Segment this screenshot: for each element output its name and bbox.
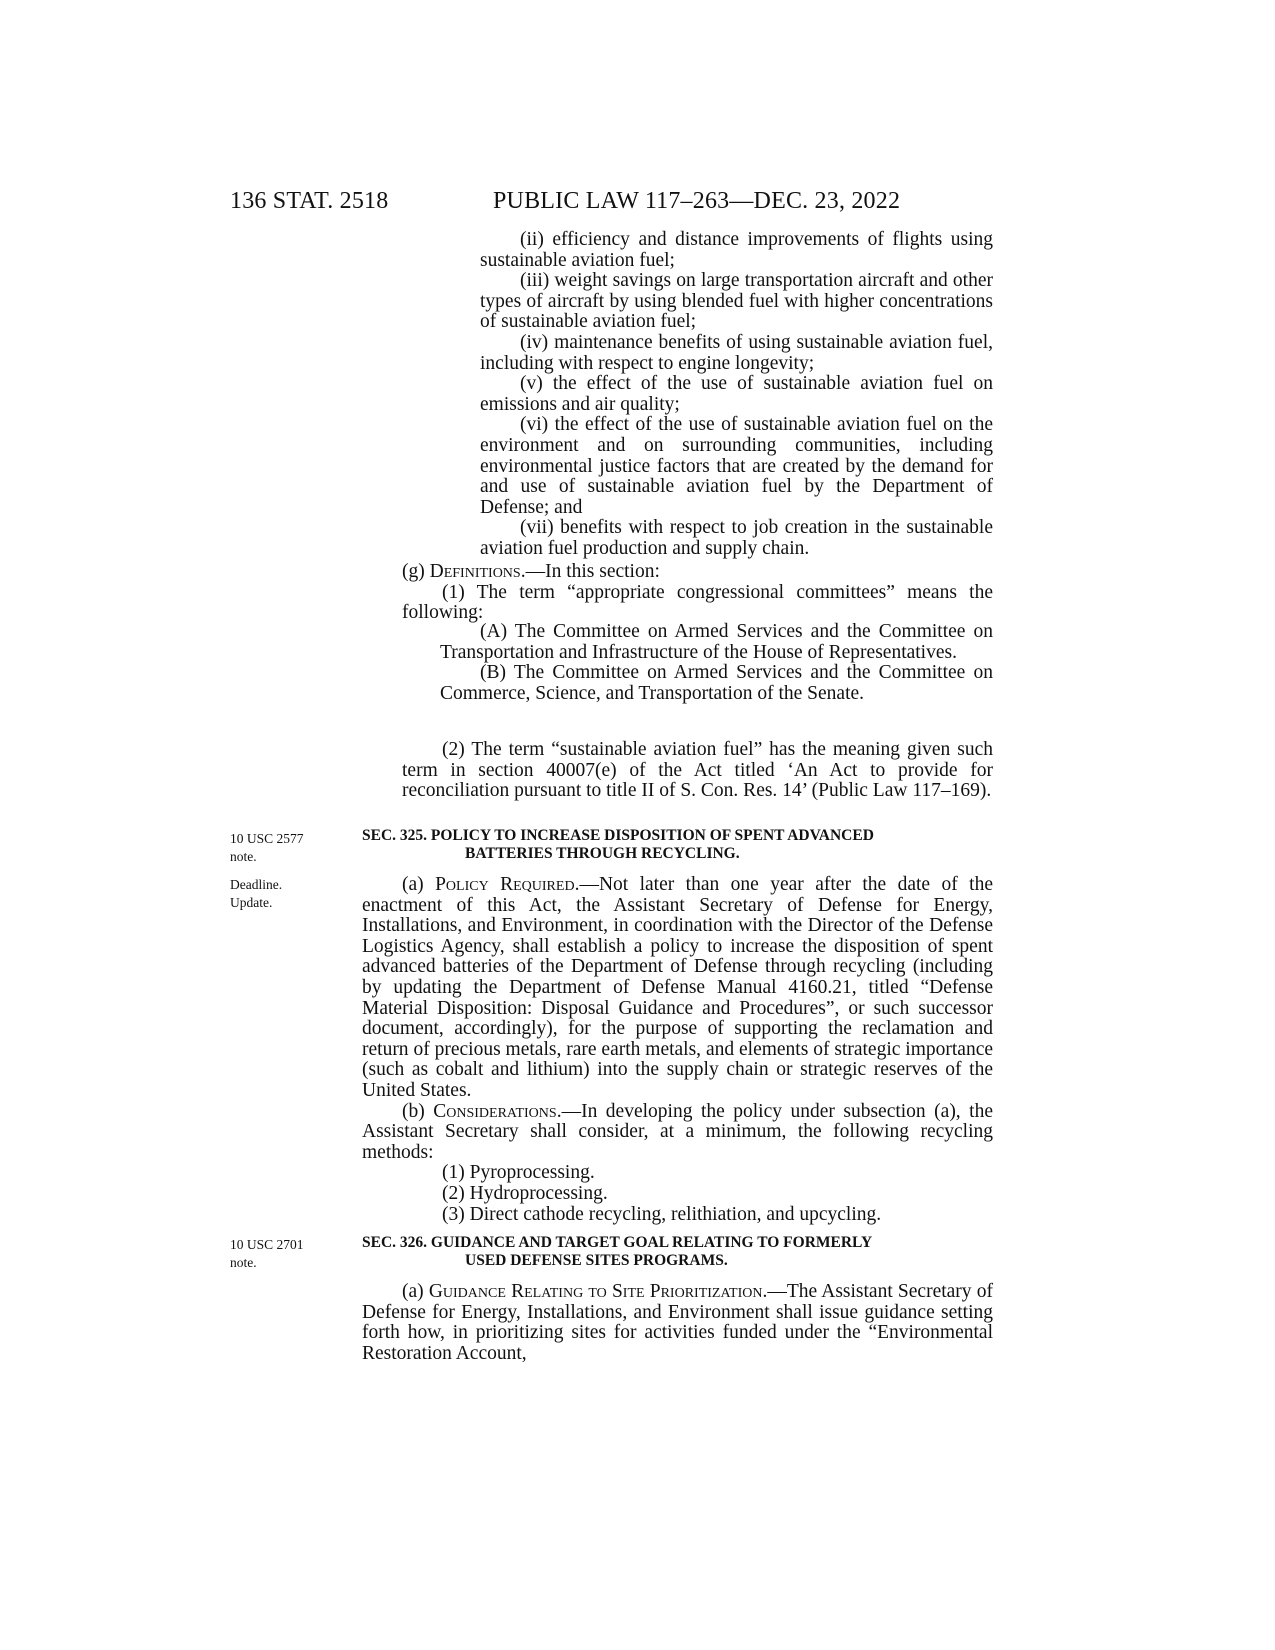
section-325-heading-line2: BATTERIES THROUGH RECYCLING. bbox=[465, 845, 740, 862]
paragraph-325b bbox=[362, 1102, 993, 1164]
section-326-heading-line2: USED DEFENSE SITES PROGRAMS. bbox=[465, 1252, 728, 1269]
page-citation: 136 STAT. 2518 bbox=[230, 188, 389, 214]
paragraph-325b-text: .—In developing the policy under subsection (a), the Assistant Secretary shall consider, at a minimum, the following recycling methods: bbox=[362, 1100, 993, 1163]
subparagraphs-g1-block bbox=[440, 622, 993, 704]
margin-note-line: note. bbox=[230, 1255, 257, 1270]
paragraph-item-vi: (vi) the effect of the use of sustainable aviation fuel on the environment and on surrounding communities, including environmental justice factors that are created by the demand for and use of sustainable aviation fuel by the Department of Defense; and bbox=[480, 414, 993, 518]
margin-note-sec325-deadline bbox=[230, 876, 282, 912]
paragraph-325b3: (3) Direct cathode recycling, relithiation, and upcycling. bbox=[442, 1203, 882, 1225]
paragraph-325a bbox=[362, 875, 993, 1102]
paragraph-325a-label: (a) bbox=[402, 874, 436, 895]
paragraph-326a-label: (a) bbox=[402, 1281, 429, 1302]
paragraph-item-iii: (iii) weight savings on large transportation aircraft and other types of aircraft by using blended fuel with higher concentrations of sustainable aviation fuel; bbox=[480, 270, 993, 333]
section-325-heading-line1: SEC. 325. POLICY TO INCREASE DISPOSITION OF SPENT ADVANCED bbox=[362, 827, 874, 844]
margin-note-line: note. bbox=[230, 849, 257, 864]
subsection-g-heading bbox=[402, 562, 993, 583]
sec324-items-block bbox=[480, 230, 993, 560]
subsection-g-lead: .—In this section: bbox=[520, 561, 660, 582]
margin-note-line: 10 USC 2577 bbox=[230, 831, 304, 846]
paragraph-g2-block bbox=[402, 740, 993, 802]
section-325-block bbox=[362, 827, 993, 1225]
running-head: PUBLIC LAW 117–263—DEC. 23, 2022 bbox=[493, 188, 901, 214]
section-326-heading-line1: SEC. 326. GUIDANCE AND TARGET GOAL RELATING TO FORMERLY bbox=[362, 1234, 873, 1251]
paragraph-g2: (2) The term “sustainable aviation fuel” has the meaning given such term in section 40007(e) of the Act titled ‘An Act to provide for reconciliation pursuant to title II of S. Con. Res. 14’ (Public Law 117–169). bbox=[402, 739, 993, 802]
paragraph-325b1: (1) Pyroprocessing. bbox=[442, 1162, 595, 1184]
subsection-g-block bbox=[402, 562, 993, 624]
margin-note-sec325-citation bbox=[230, 830, 304, 866]
section-326-heading bbox=[362, 1234, 993, 1270]
paragraph-325b-label: (b) bbox=[402, 1100, 434, 1122]
margin-note-sec326-citation bbox=[230, 1236, 304, 1272]
paragraph-325b-heading: Considerations bbox=[433, 1100, 557, 1122]
section-325-heading bbox=[362, 827, 993, 863]
section-326-block bbox=[362, 1234, 993, 1364]
margin-note-line: Deadline. bbox=[230, 877, 283, 892]
paragraph-325a-text: .—Not later than one year after the date of the enactment of this Act, the Assistant Secretary of Defense for Energy, Installations, and Environment, in coordination with the Director of the Defense Logistics Agency, shall establish a policy to increase the disposition of spent advanced batteries of the Department of Defense through recycling (including by updating the Department of Defense Manual 4160.21, titled “Defense Material Disposition: Disposal Guidance and Procedures”, or such successor document, accordingly), for the purpose of supporting the reclamation and return of precious metals, rare earth metals, and elements of strategic importance (such as cobalt and lithium) into the supply chain or strategic reserves of the United States. bbox=[362, 874, 993, 1101]
paragraph-item-vii: (vii) benefits with respect to job creation in the sustainable aviation fuel production and supply chain. bbox=[480, 517, 993, 559]
paragraph-g1: (1) The term “appropriate congressional committees” means the following: bbox=[402, 581, 993, 624]
paragraph-g1B: (B) The Committee on Armed Services and the Committee on Commerce, Science, and Transportation of the Senate. bbox=[440, 662, 993, 704]
paragraph-326a bbox=[362, 1282, 993, 1364]
subsection-g-title: Definitions bbox=[429, 561, 521, 582]
paragraph-item-iv: (iv) maintenance benefits of using sustainable aviation fuel, including with respect to engine longevity; bbox=[480, 331, 993, 374]
subsection-g-label: (g) bbox=[402, 561, 430, 582]
paragraph-326a-heading: Guidance Relating to Site Prioritization bbox=[428, 1281, 763, 1302]
paragraph-325a-heading: Policy Required bbox=[435, 874, 575, 895]
paragraph-item-v: (v) the effect of the use of sustainable aviation fuel on emissions and air quality; bbox=[480, 373, 993, 415]
paragraph-item-ii: (ii) efficiency and distance improvements of flights using sustainable aviation fuel; bbox=[480, 229, 993, 271]
margin-note-line: 10 USC 2701 bbox=[230, 1237, 304, 1252]
paragraph-g1A: (A) The Committee on Armed Services and the Committee on Transportation and Infrastructure of the House of Representatives. bbox=[440, 621, 993, 663]
paragraph-326a-text: .—The Assistant Secretary of Defense for Energy, Installations, and Environment shall issue guidance setting forth how, in prioritizing sites for activities funded under the “Environmental Restoration Account, bbox=[362, 1281, 993, 1364]
paragraph-325b2: (2) Hydroprocessing. bbox=[442, 1182, 608, 1204]
margin-note-line: Update. bbox=[230, 895, 273, 910]
